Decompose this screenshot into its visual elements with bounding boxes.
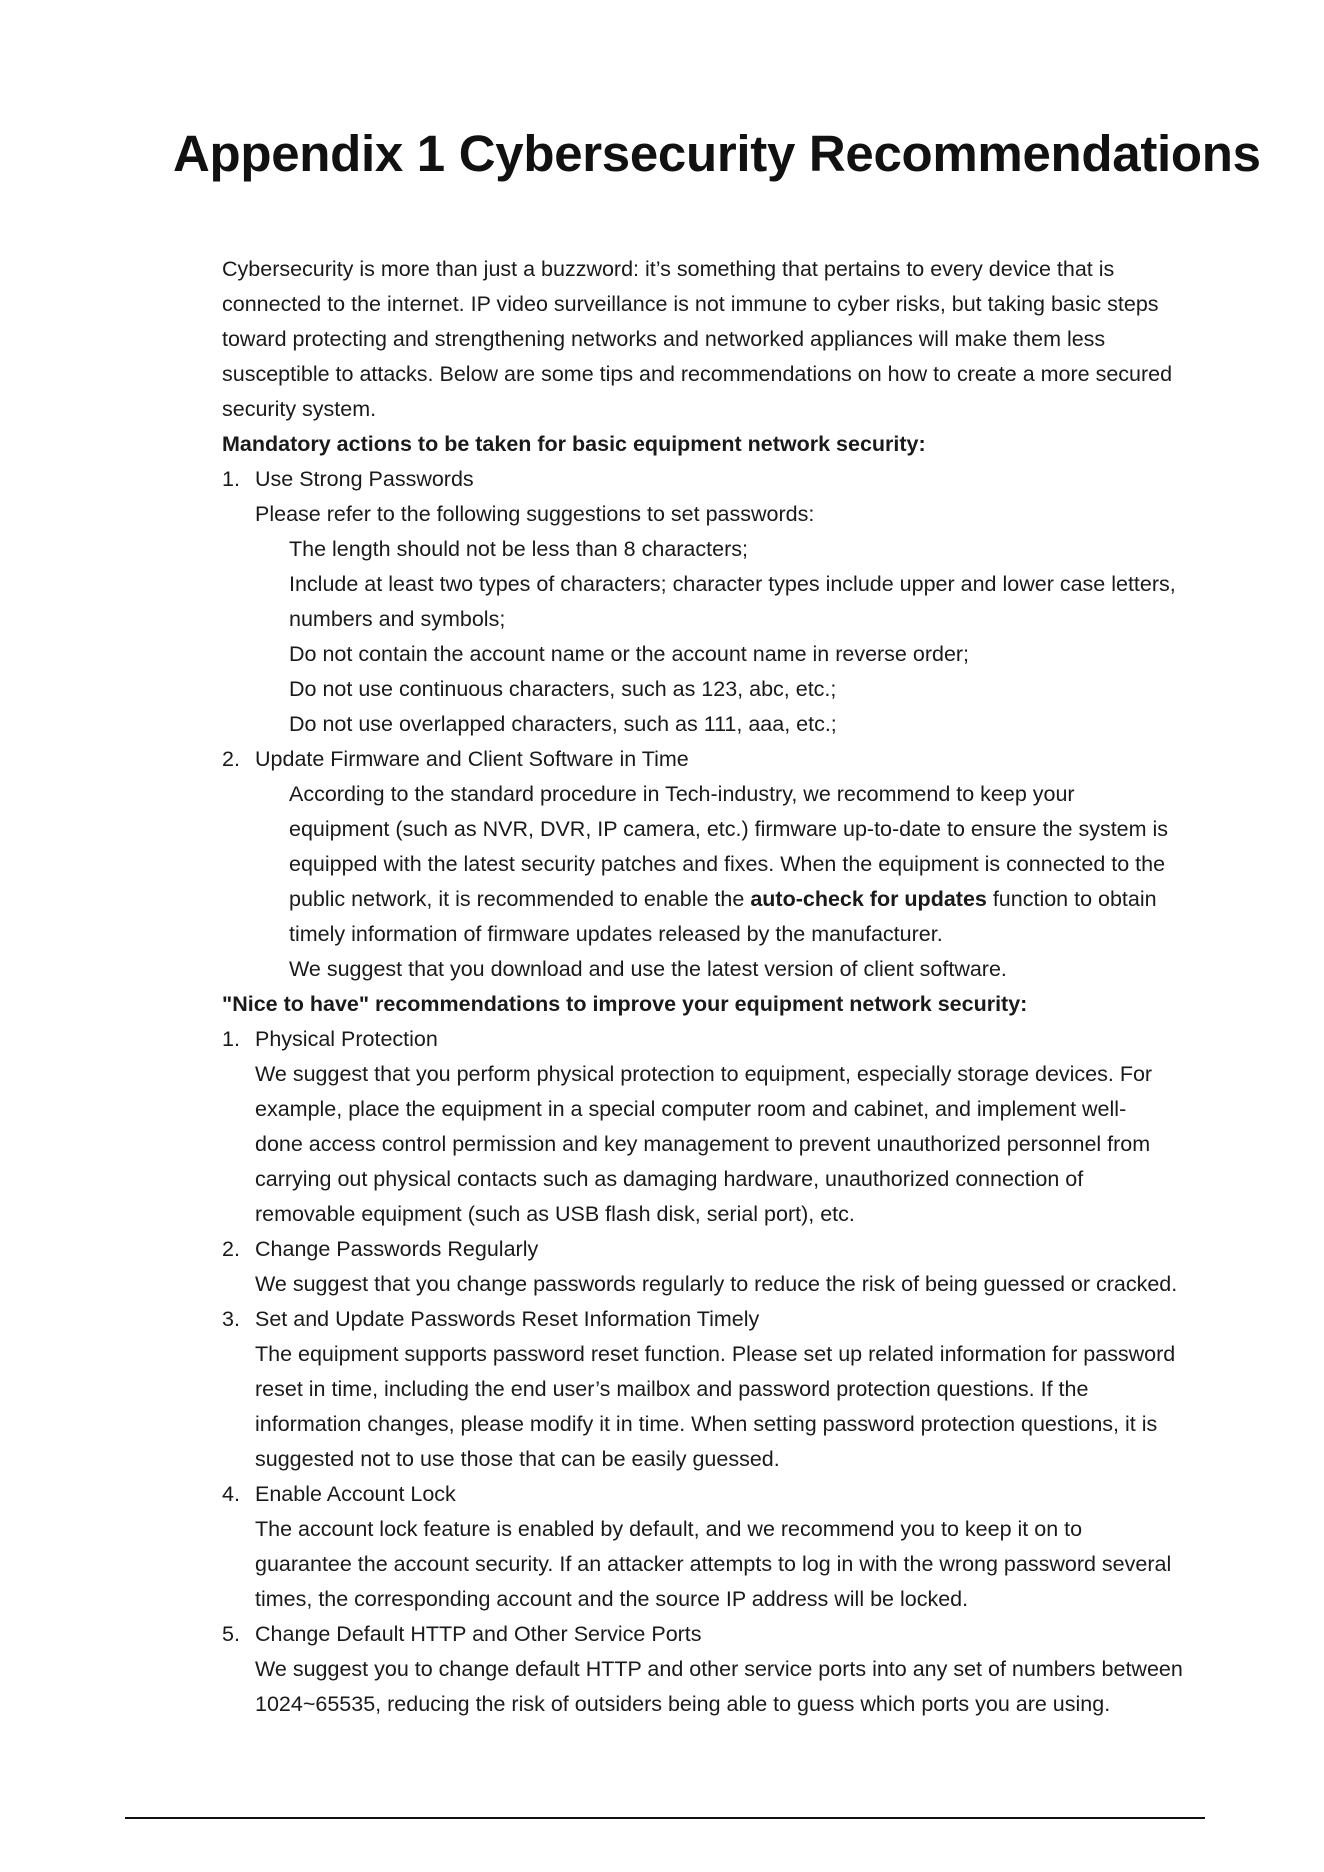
list-number: 2. — [222, 747, 240, 771]
list-number: 4. — [222, 1482, 240, 1506]
list-number: 2. — [222, 1237, 240, 1261]
list-item-text: information changes, please modify it in time. When setting password protection questions, it is — [255, 1412, 1158, 1436]
list-item-text: Please refer to the following suggestions to set passwords: — [255, 502, 815, 526]
list-item-text: removable equipment (such as USB flash disk, serial port), etc. — [255, 1202, 855, 1226]
list-item-title: Physical Protection — [255, 1027, 438, 1051]
list-item-text: reset in time, including the end user’s mailbox and password protection questions. If the — [255, 1377, 1089, 1401]
intro-line: security system. — [222, 397, 377, 421]
text-run: function to obtain — [986, 887, 1157, 911]
list-item-text: carrying out physical contacts such as damaging hardware, unauthorized connection of — [255, 1167, 1084, 1191]
list-item-title: Enable Account Lock — [255, 1482, 456, 1506]
intro-line: Cybersecurity is more than just a buzzword: it’s something that pertains to every device that is — [222, 257, 1115, 281]
page-title: Appendix 1 Cybersecurity Recommendations — [173, 125, 1261, 182]
list-item-text: We suggest that you download and use the latest version of client software. — [289, 957, 1007, 981]
bullet-line: Do not use continuous characters, such as 123, abc, etc.; — [289, 677, 837, 701]
list-item-text: times, the corresponding account and the source IP address will be locked. — [255, 1587, 969, 1611]
intro-line: toward protecting and strengthening networks and networked appliances will make them less — [222, 327, 1106, 351]
list-item-text: done access control permission and key management to prevent unauthorized personnel from — [255, 1132, 1151, 1156]
bullet-line: Do not use overlapped characters, such as 111, aaa, etc.; — [289, 712, 837, 736]
mandatory-heading: Mandatory actions to be taken for basic equipment network security: — [222, 432, 926, 456]
list-item-text: example, place the equipment in a special computer room and cabinet, and implement well- — [255, 1097, 1127, 1121]
bullet-line: The length should not be less than 8 characters; — [289, 537, 748, 561]
bullet-line: numbers and symbols; — [289, 607, 506, 631]
list-item-title: Update Firmware and Client Software in Time — [255, 747, 689, 771]
list-item-text: timely information of firmware updates released by the manufacturer. — [289, 922, 943, 946]
list-item-text: equipped with the latest security patches and fixes. When the equipment is connected to the — [289, 852, 1166, 876]
auto-check-emphasis: auto-check for updates — [750, 887, 987, 911]
nice-to-have-heading: "Nice to have" recommendations to improve your equipment network security: — [222, 992, 1028, 1016]
list-number: 3. — [222, 1307, 240, 1331]
list-item-title: Change Default HTTP and Other Service Ports — [255, 1622, 702, 1646]
footer-divider — [125, 1817, 1205, 1819]
list-item-text — [289, 882, 1324, 917]
bullet-line: Include at least two types of characters; character types include upper and lower case letters, — [289, 572, 1176, 596]
intro-line: connected to the internet. IP video surveillance is not immune to cyber risks, but taking basic steps — [222, 292, 1159, 316]
list-item-text: We suggest you to change default HTTP and other service ports into any set of numbers between — [255, 1657, 1183, 1681]
list-item-text: The account lock feature is enabled by default, and we recommend you to keep it on to — [255, 1517, 1083, 1541]
list-item-text: guarantee the account security. If an attacker attempts to log in with the wrong password several — [255, 1552, 1172, 1576]
list-number: 1. — [222, 1027, 240, 1051]
list-item-text: We suggest that you change passwords regularly to reduce the risk of being guessed or cracked. — [255, 1272, 1178, 1296]
intro-line: susceptible to attacks. Below are some tips and recommendations on how to create a more secured — [222, 362, 1173, 386]
list-item-text: We suggest that you perform physical protection to equipment, especially storage devices. For — [255, 1062, 1153, 1086]
list-number: 5. — [222, 1622, 240, 1646]
list-item-text: 1024~65535, reducing the risk of outsiders being able to guess which ports you are using. — [255, 1692, 1111, 1716]
list-item-text: suggested not to use those that can be easily guessed. — [255, 1447, 780, 1471]
list-item-title: Change Passwords Regularly — [255, 1237, 539, 1261]
text-run: public network, it is recommended to enable the — [289, 887, 751, 911]
list-item-text: According to the standard procedure in Tech-industry, we recommend to keep your — [289, 782, 1075, 806]
list-item-title: Use Strong Passwords — [255, 467, 474, 491]
list-item-text: The equipment supports password reset function. Please set up related information for password — [255, 1342, 1176, 1366]
list-item-title: Set and Update Passwords Reset Information Timely — [255, 1307, 760, 1331]
list-number: 1. — [222, 467, 240, 491]
bullet-line: Do not contain the account name or the account name in reverse order; — [289, 642, 970, 666]
list-item-text: equipment (such as NVR, DVR, IP camera, etc.) firmware up-to-date to ensure the system is — [289, 817, 1169, 841]
